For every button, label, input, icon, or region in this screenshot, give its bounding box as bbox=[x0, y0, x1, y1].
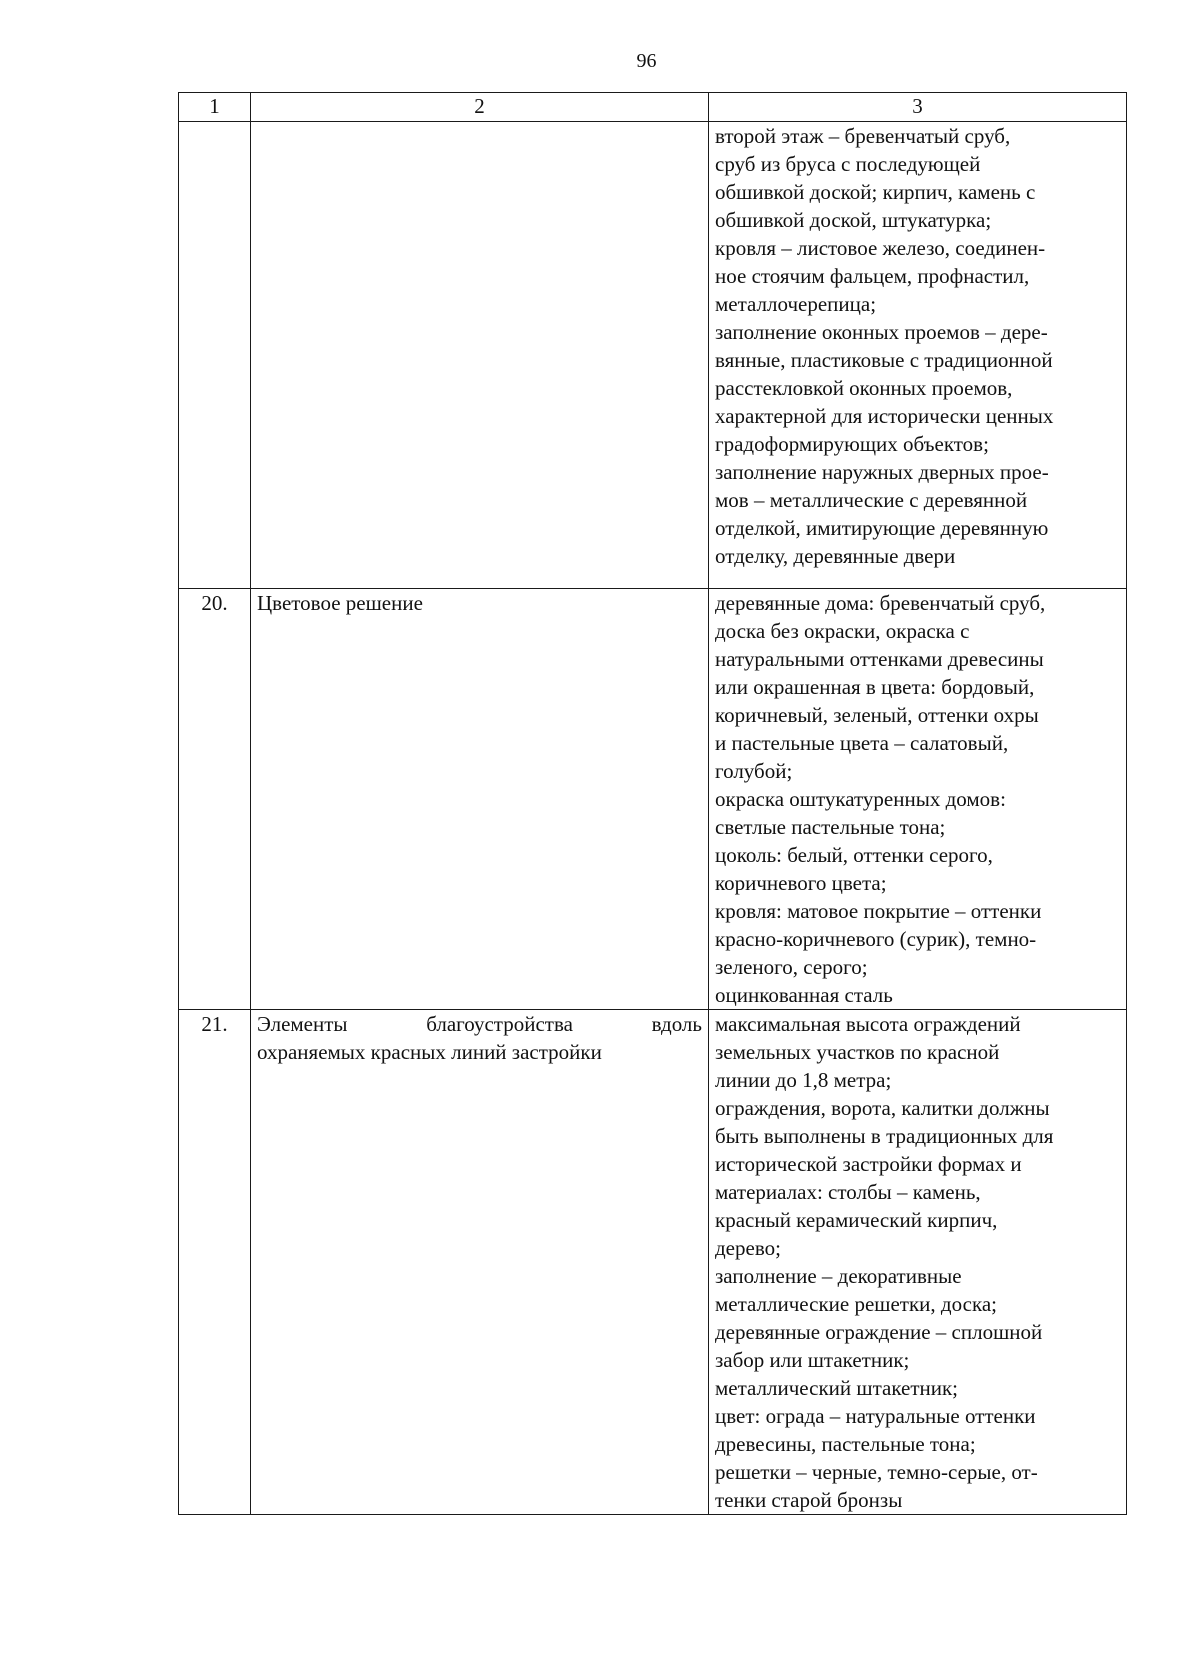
parameter-cell bbox=[251, 1010, 709, 1515]
column-header-requirements: 3 bbox=[709, 93, 1127, 122]
column-header-number: 1 bbox=[179, 93, 251, 122]
requirements-cell bbox=[709, 122, 1127, 589]
text-line: металлические решетки, доска; bbox=[715, 1292, 997, 1316]
text-line: красный керамический кирпич, bbox=[715, 1208, 998, 1232]
text-line: Цветовое решение bbox=[257, 591, 423, 615]
text-line: сруб из бруса с последующей bbox=[715, 152, 981, 176]
text-line: древесины, пастельные тона; bbox=[715, 1432, 976, 1456]
text-line: заполнение – декоративные bbox=[715, 1264, 962, 1288]
requirements-cell bbox=[709, 589, 1127, 1010]
text-line: кровля – листовое железо, соединен- bbox=[715, 236, 1046, 260]
text-line: забор или штакетник; bbox=[715, 1348, 910, 1372]
text-line: оцинкованная сталь bbox=[715, 983, 893, 1007]
text-line: ное стоячим фальцем, профнастил, bbox=[715, 264, 1030, 288]
parameter-cell bbox=[251, 122, 709, 589]
text-line: светлые пастельные тона; bbox=[715, 815, 946, 839]
text-line: цоколь: белый, оттенки серого, bbox=[715, 843, 993, 867]
text-line: натуральными оттенками древесины bbox=[715, 647, 1044, 671]
page-number: 96 bbox=[636, 50, 657, 72]
text-line: деревянные ограждение – сплошной bbox=[715, 1320, 1043, 1344]
row-number: 20. bbox=[179, 589, 251, 1010]
text-line: коричневого цвета; bbox=[715, 871, 887, 895]
text-line: цвет: ограда – натуральные оттенки bbox=[715, 1404, 1036, 1428]
text-line: материалах: столбы – камень, bbox=[715, 1180, 981, 1204]
text-line: земельных участков по красной bbox=[715, 1040, 1000, 1064]
text-line: ограждения, ворота, калитки должны bbox=[715, 1096, 1050, 1120]
text-line: максимальная высота ограждений bbox=[715, 1012, 1021, 1036]
text-line: голубой; bbox=[715, 759, 793, 783]
text-line: решетки – черные, темно-серые, от- bbox=[715, 1460, 1038, 1484]
column-header-parameter: 2 bbox=[251, 93, 709, 122]
text-line: Элементы благоустройства вдоль bbox=[257, 1012, 702, 1036]
regulations-table bbox=[178, 92, 1127, 1515]
text-line: вянные, пластиковые с традиционной bbox=[715, 348, 1053, 372]
text-line: коричневый, зеленый, оттенки охры bbox=[715, 703, 1039, 727]
text-line: исторической застройки формах и bbox=[715, 1152, 1022, 1176]
row-number: 21. bbox=[179, 1010, 251, 1515]
text-line: окраска оштукатуренных домов: bbox=[715, 787, 1006, 811]
text-line: характерной для исторически ценных bbox=[715, 404, 1054, 428]
table-row bbox=[179, 589, 1127, 1010]
text-line: кровля: матовое покрытие – оттенки bbox=[715, 899, 1042, 923]
parameter-cell bbox=[251, 589, 709, 1010]
text-line: металлический штакетник; bbox=[715, 1376, 959, 1400]
text-line: заполнение оконных проемов – дере- bbox=[715, 320, 1048, 344]
text-line: отделкой, имитирующие деревянную bbox=[715, 516, 1049, 540]
text-line: зеленого, серого; bbox=[715, 955, 868, 979]
requirements-cell bbox=[709, 1010, 1127, 1515]
text-line: и пастельные цвета – салатовый, bbox=[715, 731, 1009, 755]
text-line: обшивкой доской; кирпич, камень с bbox=[715, 180, 1036, 204]
text-line: доска без окраски, окраска с bbox=[715, 619, 970, 643]
text-line: или окрашенная в цвета: бордовый, bbox=[715, 675, 1035, 699]
text-line: металлочерепица; bbox=[715, 292, 877, 316]
text-line: второй этаж – бревенчатый сруб, bbox=[715, 124, 1011, 148]
text-line: градоформирующих объектов; bbox=[715, 432, 989, 456]
text-line: деревянные дома: бревенчатый сруб, bbox=[715, 591, 1046, 615]
text-line: красно-коричневого (сурик), темно- bbox=[715, 927, 1037, 951]
text-line: расстекловкой оконных проемов, bbox=[715, 376, 1013, 400]
table-row bbox=[179, 122, 1127, 589]
text-line: линии до 1,8 метра; bbox=[715, 1068, 892, 1092]
text-line: тенки старой бронзы bbox=[715, 1488, 903, 1512]
table-row bbox=[179, 1010, 1127, 1515]
text-line: отделку, деревянные двери bbox=[715, 544, 956, 568]
text-line: обшивкой доской, штукатурка; bbox=[715, 208, 992, 232]
text-line: охраняемых красных линий застройки bbox=[257, 1040, 602, 1064]
text-line: дерево; bbox=[715, 1236, 781, 1260]
text-line: заполнение наружных дверных прое- bbox=[715, 460, 1049, 484]
text-line: мов – металлические с деревянной bbox=[715, 488, 1028, 512]
row-number bbox=[179, 122, 251, 589]
text-line: быть выполнены в традиционных для bbox=[715, 1124, 1054, 1148]
table-header-row bbox=[179, 93, 1127, 122]
